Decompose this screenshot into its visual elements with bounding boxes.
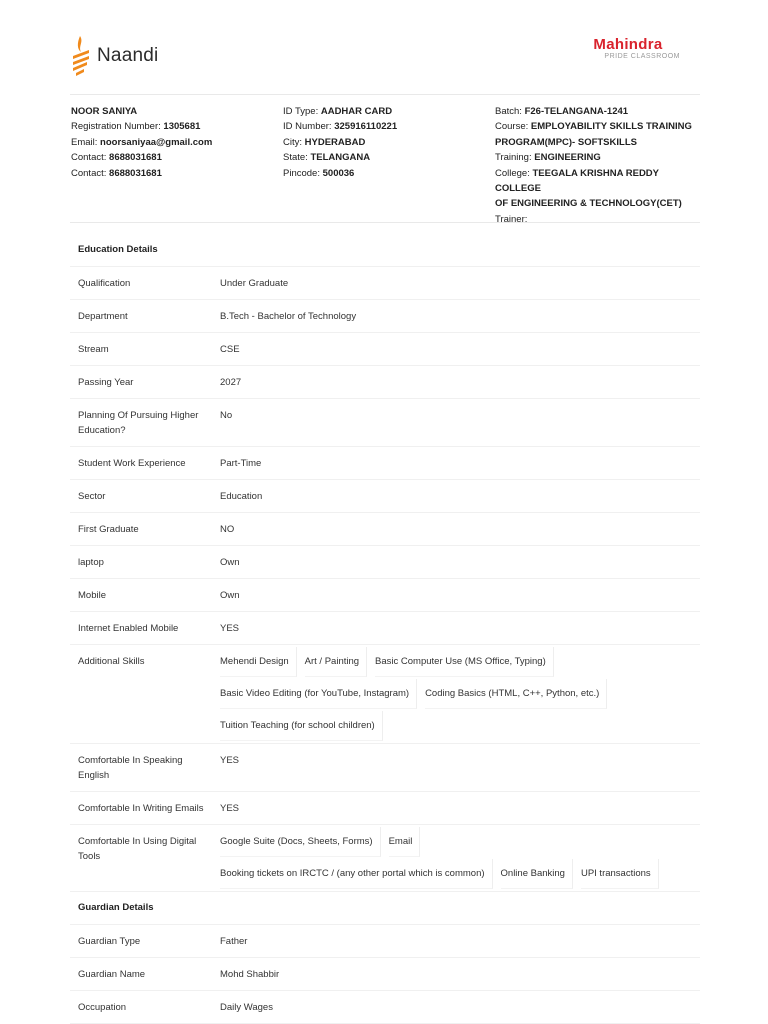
table-row: Comfortable In Writing Emails YES [70,792,700,825]
skill-chip: Tuition Teaching (for school children) [220,711,383,741]
batch-line: Batch: F26-TELANGANA-1241 [495,106,629,117]
college-line-2: OF ENGINEERING & TECHNOLOGY(CET) [495,198,682,210]
skill-chip: Basic Computer Use (MS Office, Typing) [375,647,554,677]
identity-column [283,104,483,181]
student-name: NOOR SANIYA [71,106,138,117]
digital-tools-row: Comfortable In Using Digital Tools Google Suite (Docs, Sheets, Forms) Email Booking tickets on IRCTC / (any other portal which is common) Online Banking UPI transactions [70,825,700,892]
contact-line: Contact: 8688031681 [71,152,162,164]
table-row: Qualification Under Graduate [70,267,700,300]
student-column [71,104,271,181]
tool-chip: UPI transactions [581,859,659,889]
mahindra-subtitle: PRIDE CLASSROOM [604,53,680,60]
page-header [70,30,700,95]
contact-value: 8688031681 [109,152,162,164]
training-line: Training: ENGINEERING [495,152,601,164]
naandi-wordmark: Naandi [97,45,159,66]
registration-number: 1305681 [163,121,201,133]
tool-chip: Online Banking [501,859,573,889]
table-row: Student Work Experience Part-Time [70,447,700,480]
table-row: Stream CSE [70,333,700,366]
skill-chip: Basic Video Editing (for YouTube, Instagram) [220,679,417,709]
table-row: First Graduate NO [70,513,700,546]
program-column [495,104,700,227]
course-line-2: PROGRAM(MPC)- SOFTSKILLS [495,136,637,148]
table-row: Passing Year 2027 [70,366,700,399]
table-row: Department B.Tech - Bachelor of Technology [70,300,700,333]
tool-chip: Email [389,827,421,857]
table-row: Guardian Name Mohd Shabbir [70,958,700,991]
pincode-line: Pincode: 500036 [283,167,355,179]
table-row: Mobile Own [70,579,700,612]
registration-line: Registration Number: 1305681 [71,121,201,133]
additional-skills-chips [212,645,700,743]
additional-skills-row: Additional Skills Mehendi Design Art / Painting Basic Computer Use (MS Office, Typing) Basic Video Editing (for YouTube, Instagram) Coding Basics (HTML, C++, Python, etc.) Tuition Teaching (for school children) [70,645,700,744]
tool-chip: Booking tickets on IRCTC / (any other portal which is common) [220,859,493,889]
id-number-line: ID Number: 325916110221 [283,121,398,133]
table-row: laptop Own [70,546,700,579]
profile-info [70,104,700,223]
skill-chip: Art / Painting [305,647,367,677]
email-value: noorsaniyaa@gmail.com [100,136,213,148]
contact-line: Contact: 8688031681 [71,167,162,179]
college-line: College: TEEGALA KRISHNA REDDY COLLEGE [495,167,659,195]
trainer-line: Trainer: [495,213,528,225]
contact-value: 8688031681 [109,167,162,179]
details-table [70,234,700,1024]
education-heading: Education Details [70,234,700,267]
table-row: Guardian Type Father [70,925,700,958]
state-line: State: TELANGANA [283,152,371,164]
naandi-logo [70,34,158,78]
table-row: Planning Of Pursuing Higher Education? No [70,399,700,447]
skill-chip: Mehendi Design [220,647,297,677]
id-type-line: ID Type: AADHAR CARD [283,106,393,117]
guardian-heading: Guardian Details [70,892,700,925]
digital-tools-chips [212,825,700,891]
table-row: Occupation Daily Wages [70,991,700,1024]
table-row: Sector Education [70,480,700,513]
skill-chip: Coding Basics (HTML, C++, Python, etc.) [425,679,607,709]
naandi-flame-icon [70,34,94,78]
mahindra-wordmark: Mahindra [593,36,663,53]
email-line: Email: noorsaniyaa@gmail.com [71,136,213,148]
table-row: Internet Enabled Mobile YES [70,612,700,645]
tool-chip: Google Suite (Docs, Sheets, Forms) [220,827,381,857]
city-line: City: HYDERABAD [283,136,366,148]
table-row: Comfortable In Speaking English YES [70,744,700,792]
course-line: Course: EMPLOYABILITY SKILLS TRAINING [495,121,692,133]
mahindra-logo [593,37,680,61]
